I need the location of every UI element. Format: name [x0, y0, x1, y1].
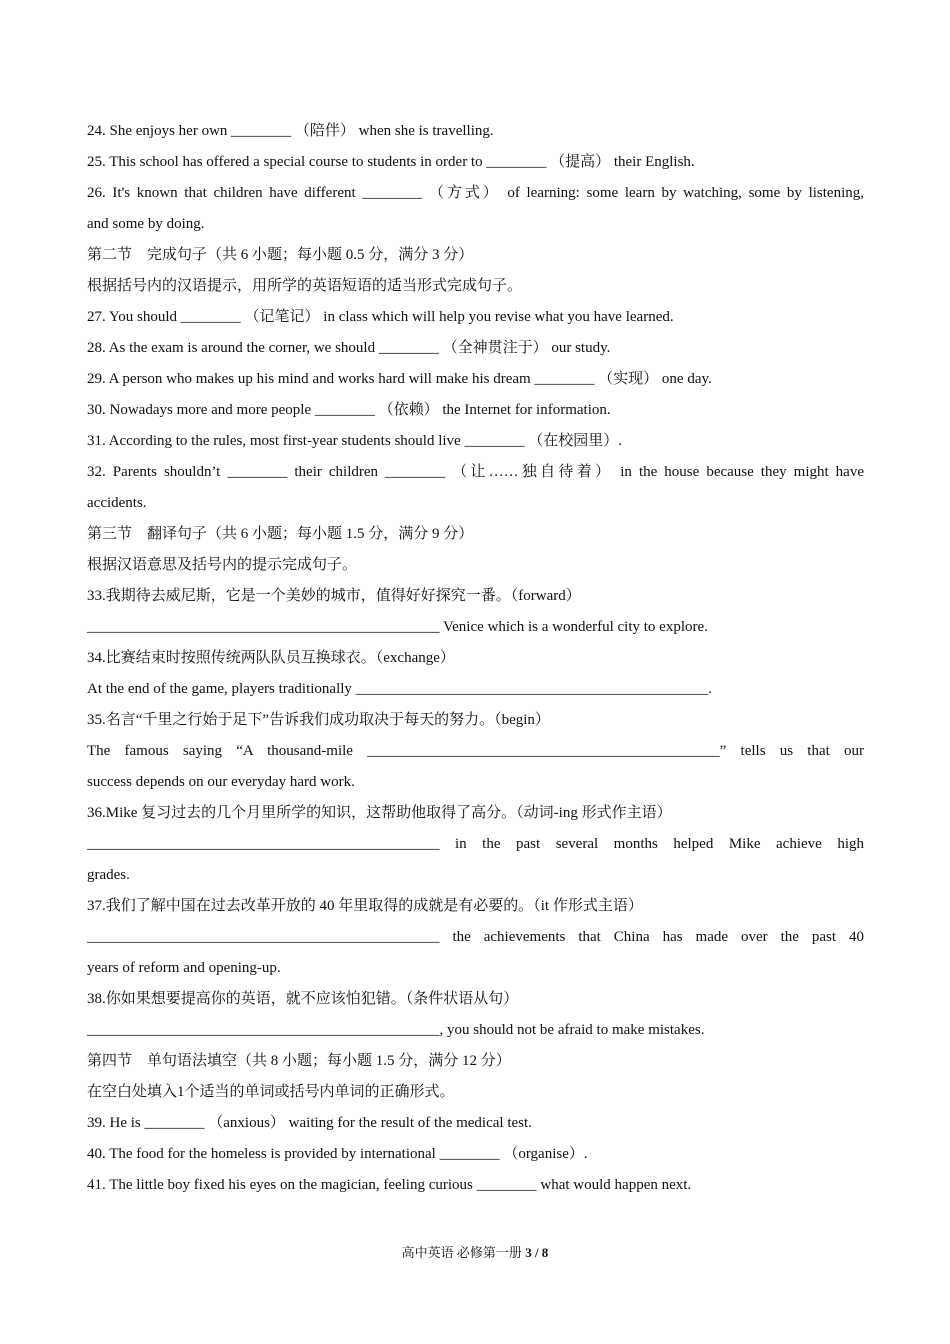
question-35-prompt: 35.名言“千里之行始于足下”告诉我们成功取决于每天的努力。（begin）: [87, 712, 550, 728]
question-37-prompt: 37.我们了解中国在过去改革开放的 40 年里取得的成就是有必要的。（it 作形式主语）: [87, 898, 643, 914]
exam-content: [87, 116, 864, 1201]
question-35-answer: The famous saying “A thousand-mile _______________________________________________” tells us that our: [87, 743, 864, 759]
section-4-instruction: 在空白处填入1个适当的单词或括号内单词的正确形式。: [87, 1084, 455, 1100]
section-2-heading: 第二节 完成句子（共 6 小题；每小题 0.5 分，满分 3 分）: [87, 247, 474, 263]
question-39: 39. He is ________ （anxious） waiting for the result of the medical test.: [87, 1115, 532, 1131]
section-3-heading: 第三节 翻译句子（共 6 小题；每小题 1.5 分，满分 9 分）: [87, 526, 474, 542]
question-31: 31. According to the rules, most first-year students should live ________ （在校园里）.: [87, 433, 622, 449]
question-36-prompt: 36.Mike 复习过去的几个月里所学的知识，这帮助他取得了高分。（动词-ing 形式作主语）: [87, 805, 672, 821]
question-36-answer-cont: grades.: [87, 867, 130, 883]
question-26-cont: and some by doing.: [87, 216, 205, 232]
question-33-answer: _______________________________________________ Venice which is a wonderful city to explore.: [87, 619, 708, 635]
question-25: 25. This school has offered a special course to students in order to ________ （提高） their English.: [87, 154, 695, 170]
question-33-prompt: 33.我期待去威尼斯，它是一个美妙的城市，值得好好探究一番。（forward）: [87, 588, 581, 604]
question-37-answer: _______________________________________________ the achievements that China has made over the past 40: [87, 929, 864, 945]
question-32-cont: accidents.: [87, 495, 147, 511]
question-34-prompt: 34.比赛结束时按照传统两队队员互换球衣。（exchange）: [87, 650, 455, 666]
footer-label: 高中英语 必修第一册: [401, 1245, 526, 1260]
question-36-answer: _______________________________________________ in the past several months helped Mike achieve high: [87, 836, 864, 852]
question-26: 26. It's known that children have different ________ （方式） of learning: some learn by watching, some by listening,: [87, 185, 864, 201]
question-29: 29. A person who makes up his mind and works hard will make his dream ________ （实现） one day.: [87, 371, 712, 387]
question-28: 28. As the exam is around the corner, we should ________ （全神贯注于） our study.: [87, 340, 611, 356]
question-24: 24. She enjoys her own ________ （陪伴） when she is travelling.: [87, 123, 494, 139]
question-38-prompt: 38.你如果想要提高你的英语，就不应该怕犯错。（条件状语从句）: [87, 991, 519, 1007]
section-4-heading: 第四节 单句语法填空（共 8 小题；每小题 1.5 分，满分 12 分）: [87, 1053, 511, 1069]
question-41: 41. The little boy fixed his eyes on the magician, feeling curious ________ what would happen next.: [87, 1177, 692, 1193]
question-30: 30. Nowadays more and more people ________ （依赖） the Internet for information.: [87, 402, 611, 418]
question-27: 27. You should ________ （记笔记） in class which will help you revise what you have learned.: [87, 309, 674, 325]
page-number: 3 / 8: [525, 1245, 549, 1260]
question-32: 32. Parents shouldn’t ________ their children ________ （让……独自待着） in the house because they might have: [87, 464, 864, 480]
section-2-instruction: 根据括号内的汉语提示，用所学的英语短语的适当形式完成句子。: [87, 278, 523, 294]
question-38-answer: _______________________________________________, you should not be afraid to make mistakes.: [87, 1022, 705, 1038]
section-3-instruction: 根据汉语意思及括号内的提示完成句子。: [87, 557, 358, 573]
question-40: 40. The food for the homeless is provided by international ________ （organise）.: [87, 1146, 588, 1162]
question-37-answer-cont: years of reform and opening-up.: [87, 960, 281, 976]
question-35-answer-cont: success depends on our everyday hard work.: [87, 774, 355, 790]
page-footer: [0, 1244, 950, 1262]
question-34-answer: At the end of the game, players traditionally _______________________________________________.: [87, 681, 712, 697]
